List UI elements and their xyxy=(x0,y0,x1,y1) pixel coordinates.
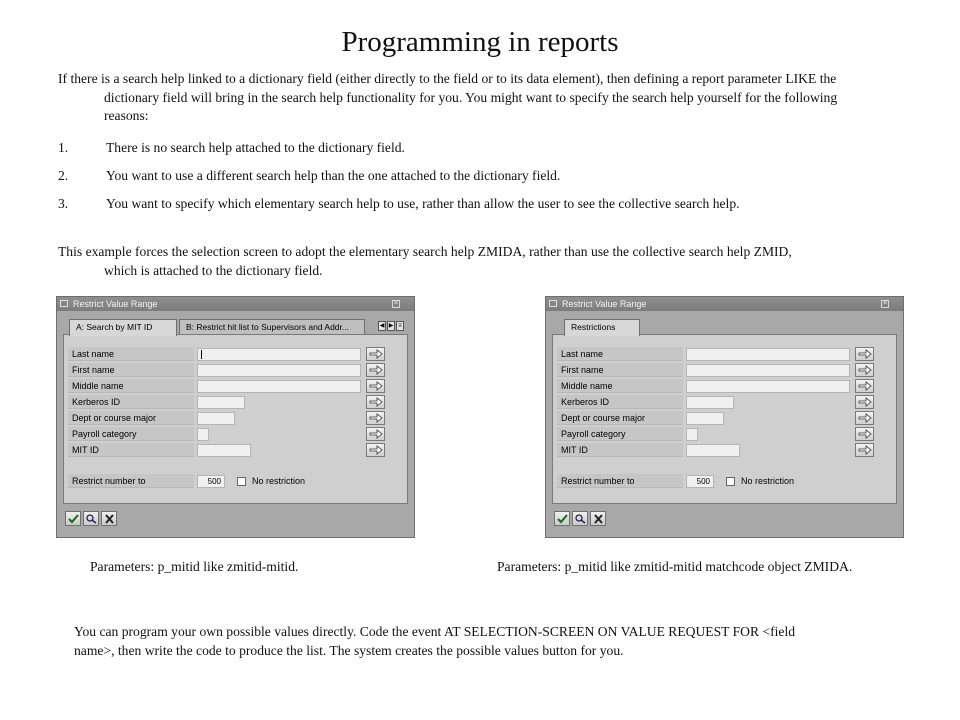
example-paragraph: This example forces the selection screen to adopt the elementary search help ZMIDA, rather than use the collective search help ZMID, which is attached to the dictionary field. xyxy=(58,244,792,278)
field-row-first-name xyxy=(557,363,893,377)
mit-id-input[interactable] xyxy=(686,444,740,457)
text-cursor xyxy=(201,350,202,359)
field-label: Middle name xyxy=(557,379,683,393)
multiple-selection-button[interactable] xyxy=(855,411,874,425)
dialog-toolbar xyxy=(552,510,897,528)
payroll-category-input[interactable] xyxy=(197,428,209,441)
restrict-number-input[interactable]: 500 xyxy=(197,475,225,488)
tab-scroll-left-icon[interactable]: ◀ xyxy=(379,323,385,329)
no-restriction-checkbox[interactable] xyxy=(237,477,246,486)
reason-text: You want to use a different search help than the one attached to the dictionary field. xyxy=(106,168,561,183)
dialog-title: Restrict Value Range xyxy=(562,299,647,309)
reason-item-2 xyxy=(58,167,798,186)
close-icon[interactable]: × xyxy=(393,300,399,307)
field-label: Middle name xyxy=(68,379,194,393)
kerberos-id-input[interactable] xyxy=(197,396,245,409)
mit-id-input[interactable] xyxy=(197,444,251,457)
field-row-kerberos-id xyxy=(557,395,893,409)
intro-paragraph: If there is a search help linked to a dictionary field (either directly to the field or to its data element), then defining a report parameter LIKE the dictionary field will bring in the search help functionality for you. You might want to specify the search help yourself for the following reasons: xyxy=(58,71,838,123)
dialog-toolbar xyxy=(63,510,408,528)
restrict-value-range-dialog-right xyxy=(545,296,904,538)
field-row-restrict-number xyxy=(557,474,893,488)
close-icon[interactable]: × xyxy=(882,300,888,307)
tab-strip xyxy=(65,319,406,335)
multiple-selection-button[interactable] xyxy=(855,363,874,377)
dialog-titlebar xyxy=(57,297,414,311)
field-row-mit-id xyxy=(557,443,893,457)
multiple-selection-button[interactable] xyxy=(855,347,874,361)
window-icon xyxy=(60,300,68,307)
tab-strip xyxy=(554,319,895,335)
dept-input[interactable] xyxy=(686,412,724,425)
reason-item-3 xyxy=(58,195,798,214)
multiple-selection-button[interactable] xyxy=(366,411,385,425)
field-row-last-name xyxy=(68,347,404,361)
reason-text: There is no search help attached to the dictionary field. xyxy=(106,140,405,155)
first-name-input[interactable] xyxy=(686,364,850,377)
dept-input[interactable] xyxy=(197,412,235,425)
field-label: Dept or course major xyxy=(557,411,683,425)
field-label: First name xyxy=(557,363,683,377)
kerberos-id-input[interactable] xyxy=(686,396,734,409)
search-help-button[interactable] xyxy=(83,511,99,526)
multiple-selection-button[interactable] xyxy=(366,363,385,377)
tab-restrict-hit-list[interactable]: B: Restrict hit list to Supervisors and Addr... xyxy=(179,319,365,334)
field-label: MIT ID xyxy=(557,443,683,457)
caption-right: Parameters: p_mitid like zmitid-mitid matchcode object ZMIDA. xyxy=(497,559,853,574)
field-row-mit-id xyxy=(68,443,404,457)
dialog-titlebar xyxy=(546,297,903,311)
field-label: Dept or course major xyxy=(68,411,194,425)
field-row-middle-name xyxy=(68,379,404,393)
cancel-button[interactable] xyxy=(590,511,606,526)
field-label: Restrict number to xyxy=(68,474,194,488)
field-label: Payroll category xyxy=(557,427,683,441)
continue-button[interactable] xyxy=(554,511,570,526)
tab-search-by-mit-id[interactable]: A: Search by MIT ID xyxy=(69,319,177,336)
reason-text: You want to specify which elementary search help to use, rather than allow the user to see the collective search help. xyxy=(106,196,740,211)
field-row-dept xyxy=(68,411,404,425)
field-label: Last name xyxy=(68,347,194,361)
tab-restrictions[interactable]: Restrictions xyxy=(564,319,640,336)
multiple-selection-button[interactable] xyxy=(855,379,874,393)
field-row-payroll-category xyxy=(557,427,893,441)
multiple-selection-button[interactable] xyxy=(855,395,874,409)
field-row-restrict-number xyxy=(68,474,404,488)
last-name-input[interactable] xyxy=(197,348,361,361)
payroll-category-input[interactable] xyxy=(686,428,698,441)
no-restriction-label: No restriction xyxy=(741,476,795,486)
multiple-selection-button[interactable] xyxy=(366,347,385,361)
multiple-selection-button[interactable] xyxy=(366,443,385,457)
restrict-number-input[interactable]: 500 xyxy=(686,475,714,488)
first-name-input[interactable] xyxy=(197,364,361,377)
tab-scroll-right-icon[interactable]: ▶ xyxy=(388,323,394,329)
no-restriction-checkbox[interactable] xyxy=(726,477,735,486)
page-title: Programming in reports xyxy=(341,26,619,58)
middle-name-input[interactable] xyxy=(197,380,361,393)
field-label: MIT ID xyxy=(68,443,194,457)
field-label: Payroll category xyxy=(68,427,194,441)
field-label: First name xyxy=(68,363,194,377)
field-label: Kerberos ID xyxy=(557,395,683,409)
continue-button[interactable] xyxy=(65,511,81,526)
field-row-first-name xyxy=(68,363,404,377)
field-label: Kerberos ID xyxy=(68,395,194,409)
last-name-input[interactable] xyxy=(686,348,850,361)
selection-panel xyxy=(552,334,897,504)
dialog-title: Restrict Value Range xyxy=(73,299,158,309)
reason-number: 2. xyxy=(58,168,69,183)
reason-item-1 xyxy=(58,139,798,158)
outro-paragraph: You can program your own possible values directly. Code the event AT SELECTION-SCREEN ON VALUE REQUEST FOR <field name>, then write the code to produce the list. The system creates the possible values button for you. xyxy=(74,624,796,658)
field-row-middle-name xyxy=(557,379,893,393)
selection-panel xyxy=(63,334,408,504)
field-row-dept xyxy=(557,411,893,425)
cancel-button[interactable] xyxy=(101,511,117,526)
search-help-button[interactable] xyxy=(572,511,588,526)
tab-list-icon[interactable]: ≡ xyxy=(396,321,404,331)
field-row-payroll-category xyxy=(68,427,404,441)
field-row-kerberos-id xyxy=(68,395,404,409)
field-row-last-name xyxy=(557,347,893,361)
caption-left: Parameters: p_mitid like zmitid-mitid. xyxy=(90,559,299,574)
multiple-selection-button[interactable] xyxy=(366,427,385,441)
reason-number: 1. xyxy=(58,140,69,155)
no-restriction-label: No restriction xyxy=(252,476,306,486)
multiple-selection-button[interactable] xyxy=(366,395,385,409)
restrict-value-range-dialog-left xyxy=(56,296,415,538)
window-icon xyxy=(549,300,557,307)
middle-name-input[interactable] xyxy=(686,380,850,393)
multiple-selection-button[interactable] xyxy=(855,443,874,457)
reason-number: 3. xyxy=(58,196,69,211)
field-label: Last name xyxy=(557,347,683,361)
multiple-selection-button[interactable] xyxy=(855,427,874,441)
field-label: Restrict number to xyxy=(557,474,683,488)
multiple-selection-button[interactable] xyxy=(366,379,385,393)
